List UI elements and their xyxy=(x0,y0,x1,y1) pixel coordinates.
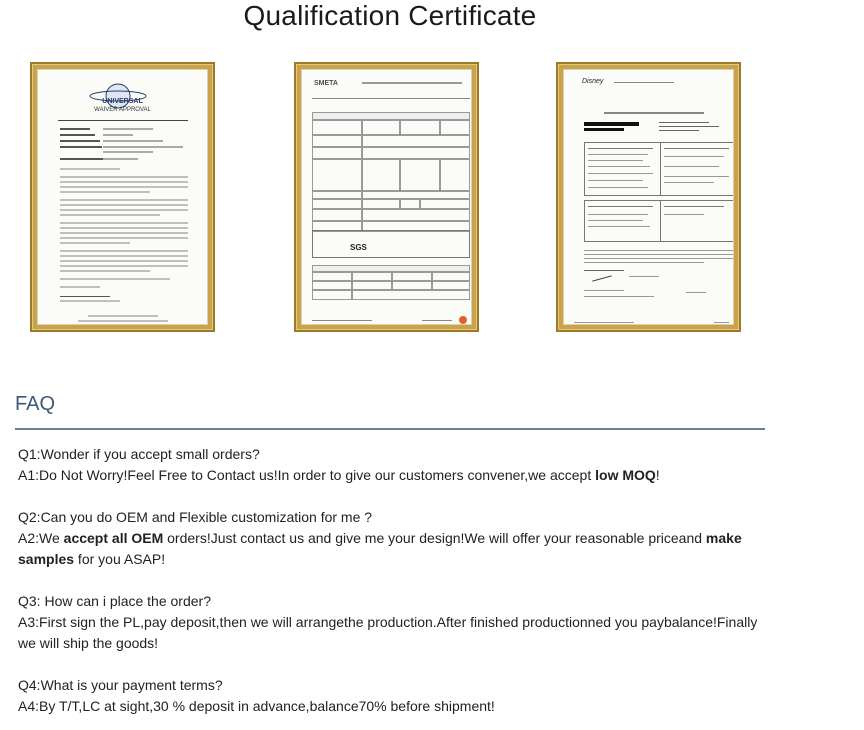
report-badge-icon xyxy=(459,316,467,324)
faq-item-2 xyxy=(18,507,768,570)
certificate-paper xyxy=(563,69,734,325)
faq-answer: A4:By T/T,LC at sight,30 % deposit in advance,balance70% before shipment! xyxy=(18,698,495,714)
faq-question: Q1:Wonder if you accept small orders? xyxy=(18,446,260,462)
authorization-heading xyxy=(604,112,704,114)
certificate-smeta-report xyxy=(294,62,479,332)
smeta-logo: SMETA xyxy=(314,80,338,87)
page-title: Qualification Certificate xyxy=(243,0,537,31)
certificate-paper xyxy=(37,69,208,325)
certificate-paper xyxy=(301,69,472,325)
faq-item-4 xyxy=(18,675,768,717)
signature-mark xyxy=(592,275,612,281)
faq-item-1 xyxy=(18,444,768,486)
faq-question: Q2:Can you do OEM and Flexible customization for me ? xyxy=(18,509,373,525)
waiver-heading: WAIVER APPROVAL xyxy=(94,107,151,113)
certificate-universal-waiver xyxy=(30,62,215,332)
disney-logo: Disney xyxy=(582,78,604,85)
sgs-stamp: SGS xyxy=(350,243,367,252)
faq-item-3 xyxy=(18,591,768,654)
faq-divider xyxy=(15,428,765,430)
faq-answer: A2:We accept all OEM orders!Just contact us and give me your design!We will offer your reasonable priceand make samples for you ASAP! xyxy=(18,530,742,567)
universal-logo-text: UNIVERSAL xyxy=(102,98,143,105)
faq-answer: A1:Do Not Worry!Feel Free to Contact us!In order to give our customers convener,we accept low MOQ! xyxy=(18,467,660,483)
faq-heading: FAQ xyxy=(15,393,56,415)
certificate-disney-authorization xyxy=(556,62,741,332)
faq-answer: A3:First sign the PL,pay deposit,then we will arrangethe production.After finished productionned you paybalance!Finally we will ship the goods! xyxy=(18,614,758,651)
faq-question: Q4:What is your payment terms? xyxy=(18,677,223,693)
faq-question: Q3: How can i place the order? xyxy=(18,593,211,609)
